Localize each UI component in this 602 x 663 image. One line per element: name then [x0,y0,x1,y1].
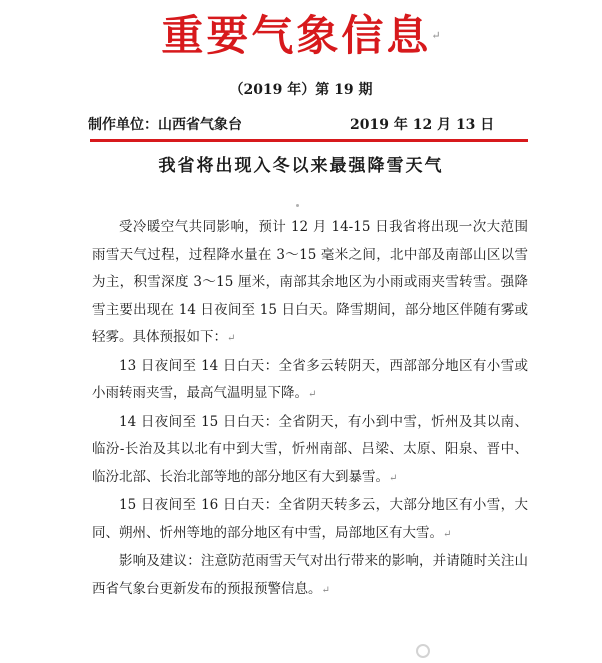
body-paragraph [92,548,528,604]
watermark [416,641,586,661]
issue-date: 2019 年 12 月 13 日 [350,117,495,133]
document-body [92,214,528,604]
paragraph-text: 15 日夜间至 16 日白天：全省阴天转多云，大部分地区有小雪，大同、朔州、忻州等地的部分地区有中雪，局部地区有大雪。 [92,497,528,541]
paragraph-mark-icon: ↵ [389,472,398,484]
red-divider-line [90,139,528,142]
decorative-dot [296,204,299,207]
paragraph-mark-icon: ↵ [227,333,236,344]
paragraph-text: 影响及建议：注意防范雨雪天气对出行带来的影响，并请随时关注山西省气象台更新发布的预报预警信息。 [92,553,528,597]
paragraph-text: 13 日夜间至 14 日白天：全省多云转阴天，西部部分地区有小雪或小雨转雨夹雪，最高气温明显下降。 [92,357,528,401]
issuing-unit: 制作单位：山西省气象台 [88,117,242,133]
paragraph-mark-icon: ↵ [443,528,452,540]
paragraph-text: 受冷暖空气共同影响，预计 12 月 14-15 日我省将出现一次大范围雨雪天气过程，过程降水量在 3～15 毫米之间，北中部及南部山区以雪为主，积雪深度 3～15 厘米，南部其余地区为小雨或雨夹雪转雪。强降雪主要出现在 14 日夜间至 15 日白天。降雪期间，部分地区伴随有雾或轻雾。具体预报如下： [92,219,528,345]
paragraph-mark-icon: ↵ [431,29,441,42]
body-paragraph [92,492,528,548]
weibo-watermark-icon [416,644,430,658]
document-masthead [0,6,602,66]
document-heading: 我省将出现入冬以来最强降雪天气 [158,156,444,176]
body-paragraph [92,353,528,409]
paragraph-text: 14 日夜间至 15 日白天：全省阴天，有小到中雪，忻州及其以南、临汾-长治及其以北有中到大雪，忻州南部、吕梁、太原、阳泉、晋中、临汾北部、长治北部等地的部分地区有大到暴雪。 [92,413,528,485]
issue-number: （2019 年）第 19 期 [229,82,373,98]
paragraph-mark-icon: ↵ [321,584,330,596]
body-paragraph [92,214,528,353]
masthead-title: 重要气象信息 [161,11,432,60]
paragraph-mark-icon: ↵ [308,389,317,400]
meta-row [88,114,528,136]
body-paragraph [92,409,528,493]
